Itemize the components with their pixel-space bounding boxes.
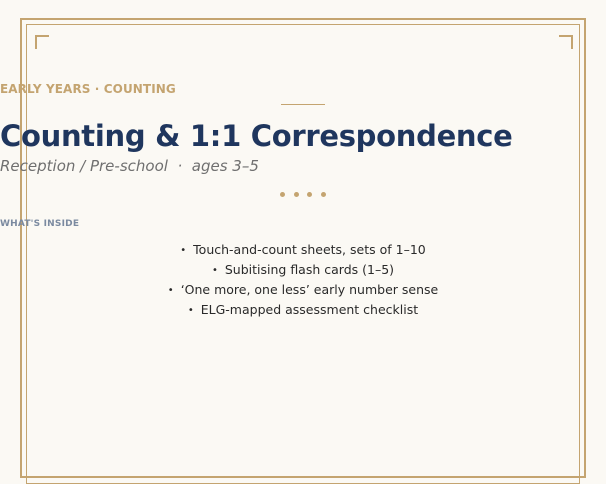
bullet-icon: • xyxy=(167,285,174,296)
dot-divider xyxy=(280,190,326,198)
bullet-icon: • xyxy=(187,305,194,316)
divider-dot xyxy=(280,192,285,197)
bullet-icon: • xyxy=(211,265,218,276)
bullet-icon: • xyxy=(180,245,187,256)
list-item-text: Touch-and-count sheets, sets of 1–10 xyxy=(193,242,426,257)
divider-dot xyxy=(321,192,326,197)
list-item xyxy=(0,240,606,260)
corner-ornament-top-left xyxy=(35,35,49,49)
eyebrow-divider xyxy=(281,104,325,105)
divider-dot xyxy=(307,192,312,197)
divider-dot xyxy=(294,192,299,197)
list-item-text: ELG-mapped assessment checklist xyxy=(200,302,419,317)
page-title: Counting & 1:1 Correspondence xyxy=(0,119,513,153)
list-item xyxy=(0,280,606,300)
whats-inside-heading: WHAT'S INSIDE xyxy=(0,219,80,229)
contents-list xyxy=(0,240,606,320)
list-item-text: Subitising flash cards (1–5) xyxy=(224,262,395,277)
page-subtitle: Reception / Pre-school · ages 3–5 xyxy=(0,157,259,175)
eyebrow-label: EARLY YEARS · COUNTING xyxy=(0,82,176,96)
list-item xyxy=(0,300,606,320)
list-item xyxy=(0,260,606,280)
corner-ornament-top-right xyxy=(559,35,573,49)
list-item-text: ‘One more, one less’ early number sense xyxy=(180,282,439,297)
